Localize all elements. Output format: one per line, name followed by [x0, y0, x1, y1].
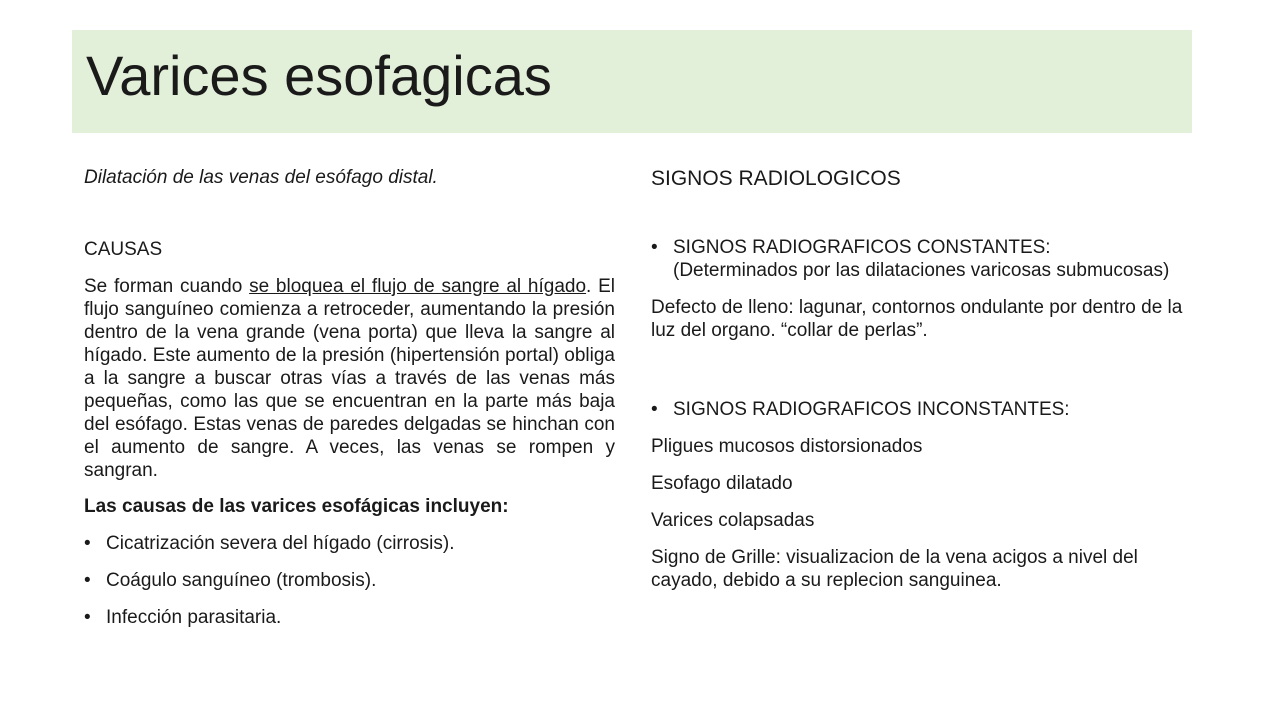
sign-line: Signo de Grille: visualizacion de la vena acigos a nivel del cayado, debido a su replecion sanguinea. — [651, 547, 1138, 591]
causes-list — [84, 532, 615, 629]
paragraph-text-start: Se forman cuando — [84, 276, 250, 297]
constant-signs-item — [651, 236, 1186, 282]
inconstant-signs-label: • SIGNOS RADIOGRAFICOS INCONSTANTES: — [651, 398, 1186, 421]
definition-text: Dilatación de las venas del esófago distal. — [84, 167, 438, 188]
sign-line: Esofago dilatado — [651, 473, 793, 494]
cause-item: • Infección parasitaria. — [84, 606, 615, 629]
constant-signs-label: • SIGNOS RADIOGRAFICOS CONSTANTES: — [673, 237, 1051, 258]
causas-paragraph — [84, 275, 615, 482]
defect-text: Defecto de lleno: lagunar, contornos ondulante por dentro de la luz del organo. “collar de perlas”. — [651, 297, 1183, 341]
right-column — [651, 166, 1186, 592]
cause-item: • Coágulo sanguíneo (trombosis). — [84, 569, 615, 592]
signos-heading: SIGNOS RADIOLOGICOS — [651, 167, 901, 190]
cause-item: • Cicatrización severa del hígado (cirrosis). — [84, 532, 615, 555]
slide-title: Varices esofagicas — [86, 44, 552, 107]
causes-intro: Las causas de las varices esofágicas incluyen: — [84, 496, 509, 517]
inconstant-signs-list — [651, 398, 1186, 421]
sign-line: Varices colapsadas — [651, 510, 815, 531]
left-column — [84, 166, 615, 629]
causas-heading: CAUSAS — [84, 239, 163, 260]
sign-line: Pligues mucosos distorsionados — [651, 436, 923, 457]
underlined-phrase: se bloquea el flujo de sangre al hígado — [249, 276, 587, 297]
constant-signs-detail: (Determinados por las dilataciones varicosas submucosas) — [673, 260, 1170, 281]
constant-signs-list — [651, 236, 1186, 282]
paragraph-text-rest: . El flujo sanguíneo comienza a retroceder, aumentando la presión dentro de la vena grande (vena porta) que lleva la sangre al hígado. Este aumento de la presión (hipertensión portal) obliga a la sangre a buscar otras vías a través de las venas más pequeñas, como las que se encuentran en la parte más baja del esófago. Estas venas de paredes delgadas se hinchan con el aumento de sangre. A veces, las venas se rompen y sangran. — [84, 276, 616, 481]
